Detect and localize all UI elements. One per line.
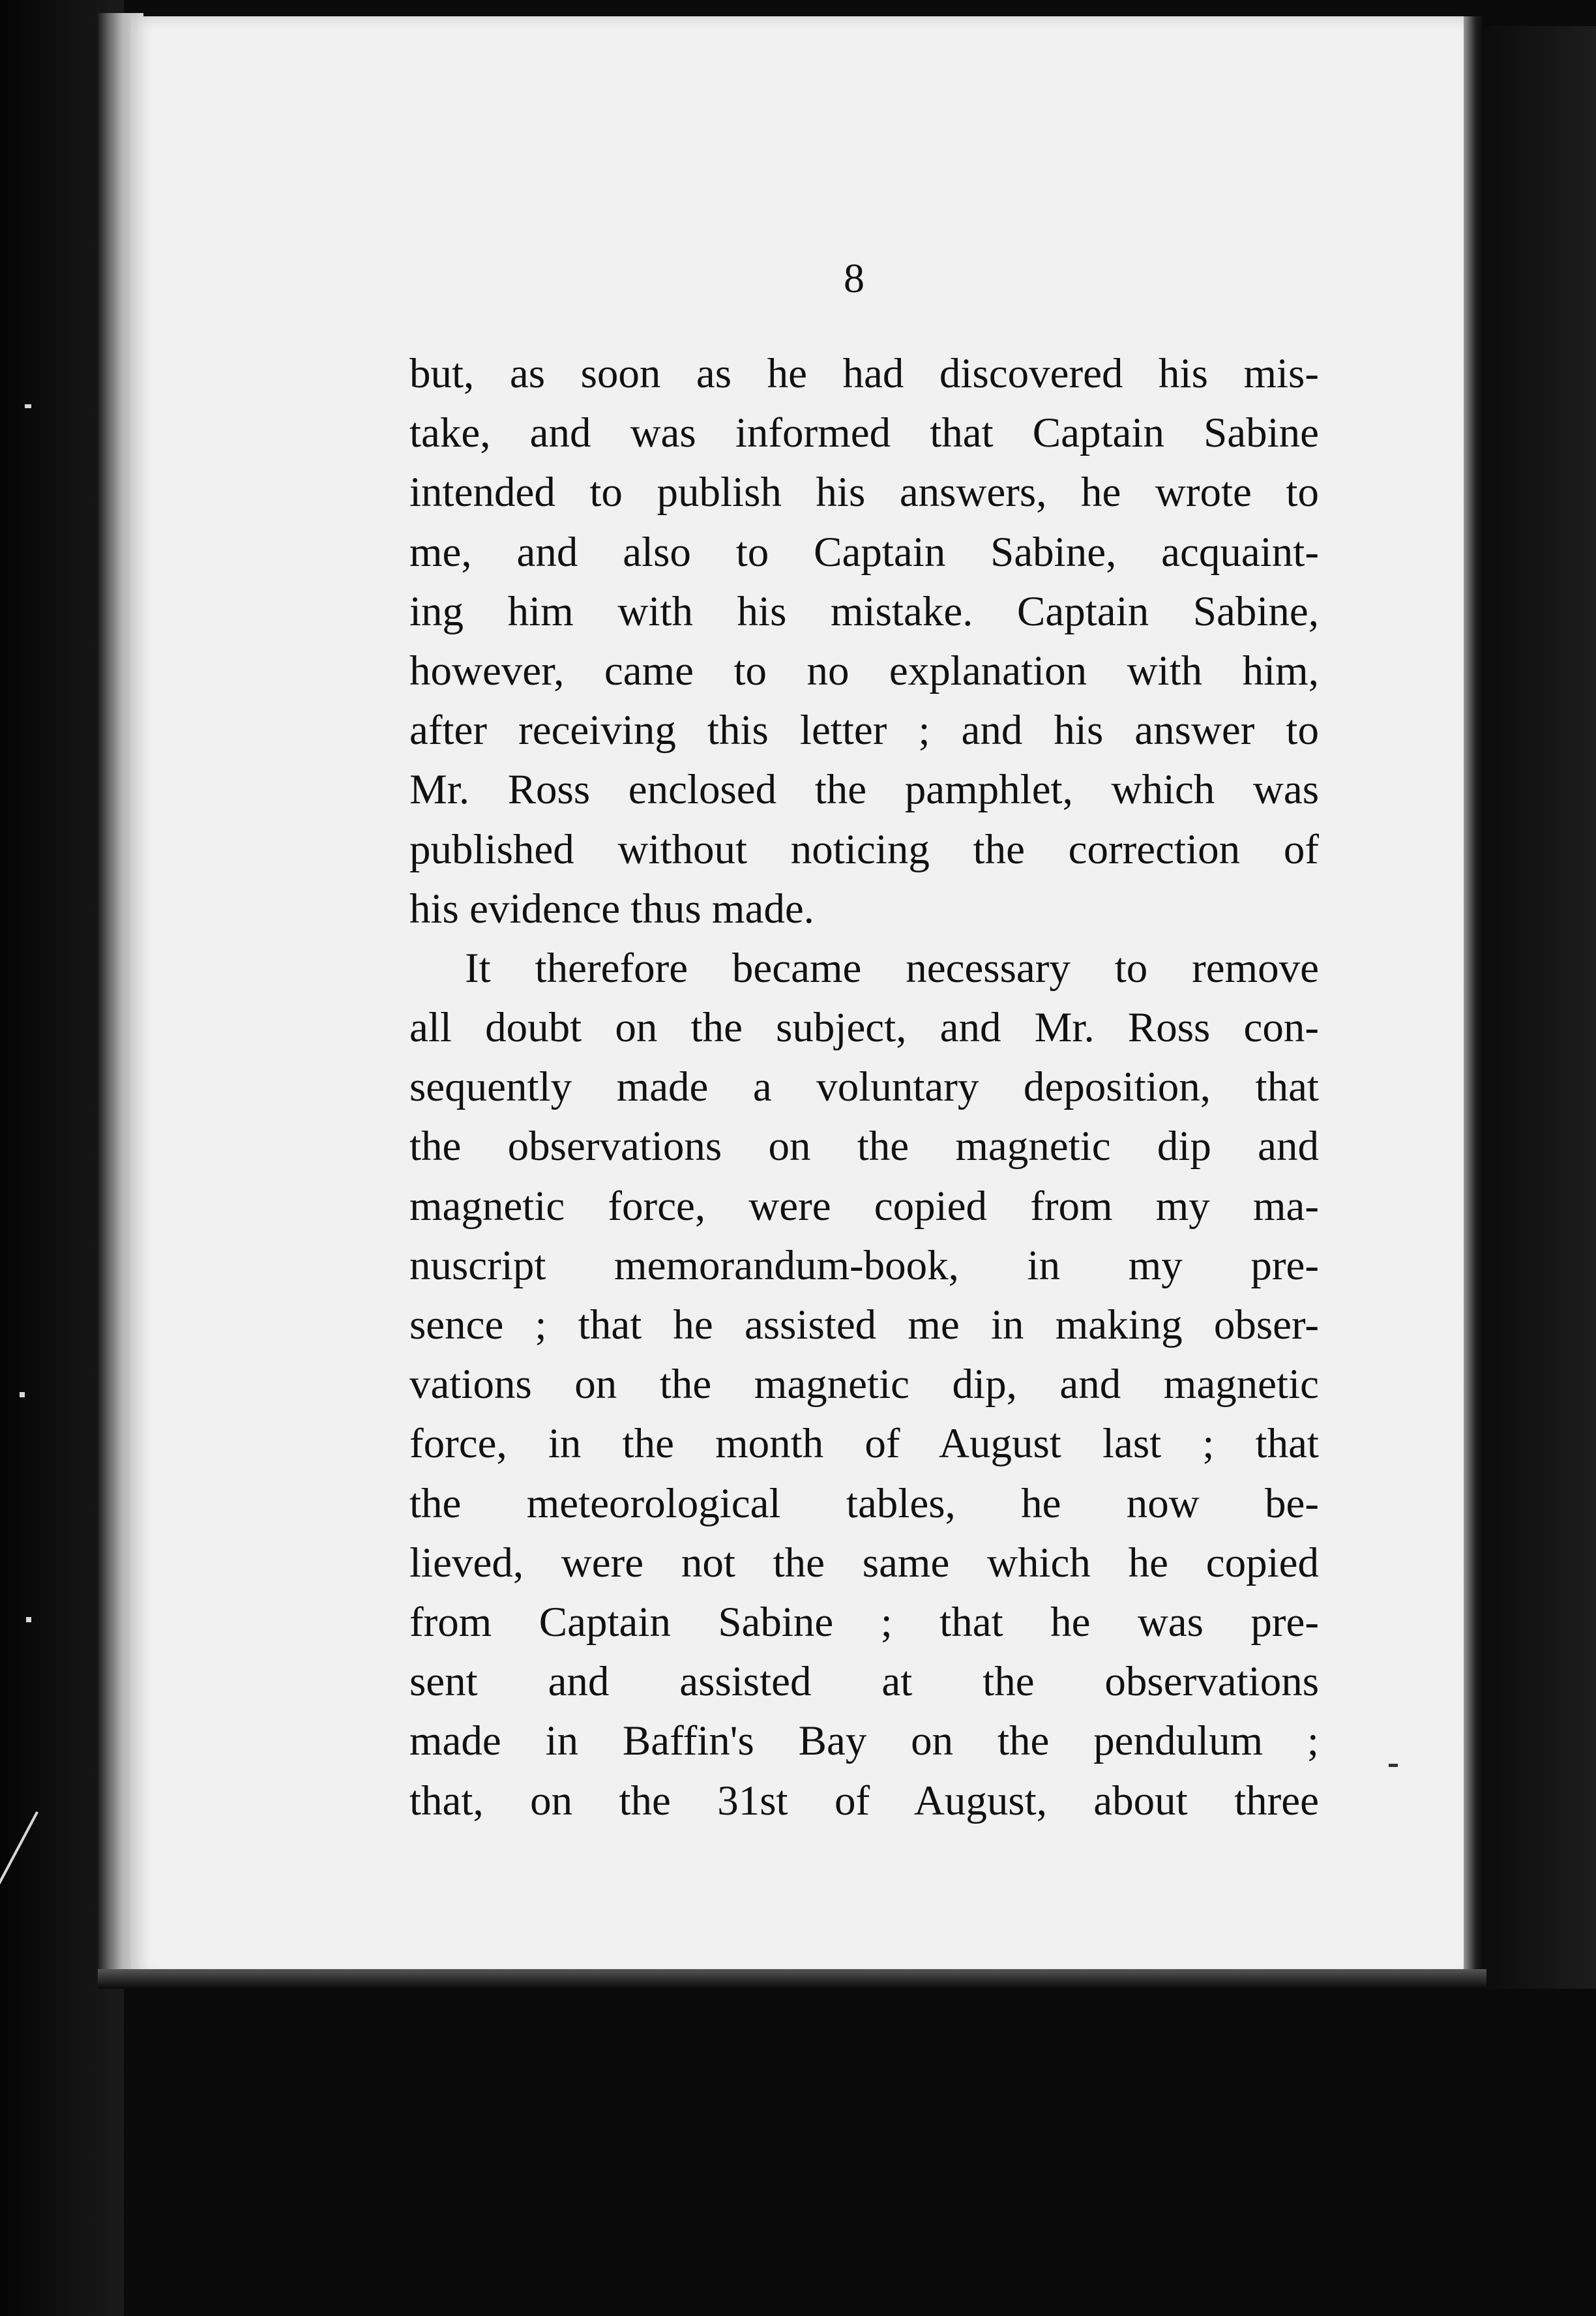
- text-line: Mr. Ross enclosed the pamphlet, which was: [409, 766, 1319, 814]
- text-line: intended to publish his answers, he wrote to: [409, 469, 1319, 516]
- text-line: made in Baffin's Bay on the pendulum ;: [409, 1717, 1319, 1765]
- text-line: the meteorological tables, he now be-: [409, 1479, 1319, 1527]
- paragraph-1: [409, 344, 1319, 939]
- text-line: however, came to no explanation with him,: [409, 647, 1319, 694]
- text-line: me, and also to Captain Sabine, acquaint-: [409, 528, 1319, 576]
- body-text: [409, 344, 1319, 1831]
- text-line: force, in the month of August last ; that: [409, 1420, 1319, 1468]
- text-line: that, on the 31st of August, about three: [409, 1777, 1319, 1824]
- scan-speck: [1389, 1764, 1398, 1767]
- text-line: sequently made a voluntary deposition, that: [409, 1063, 1319, 1111]
- text-line: sent and assisted at the observations: [409, 1658, 1319, 1706]
- scan-speck: [26, 1617, 31, 1622]
- text-line: his evidence thus made.: [409, 885, 814, 932]
- text-line: vations on the magnetic dip, and magnetic: [409, 1361, 1319, 1408]
- text-line: nuscript memorandum-book, in my pre-: [409, 1241, 1319, 1289]
- page-right-edge: [1464, 16, 1483, 1985]
- scan-speck: [25, 404, 31, 408]
- text-line: ing him with his mistake. Captain Sabine,: [409, 587, 1319, 635]
- text-line: after receiving this letter ; and his answer to: [409, 707, 1319, 754]
- text-line: but, as soon as he had discovered his mis-: [409, 350, 1319, 397]
- text-line: It therefore became necessary to remove: [465, 944, 1319, 992]
- text-line: published without noticing the correction of: [409, 825, 1319, 873]
- text-line: the observations on the magnetic dip and: [409, 1123, 1319, 1170]
- page-bottom-shadow: [98, 1969, 1486, 1989]
- paragraph-2: [409, 939, 1319, 1831]
- page-number: 8: [844, 255, 864, 301]
- text-line: magnetic force, were copied from my ma-: [409, 1182, 1319, 1230]
- text-line: all doubt on the subject, and Mr. Ross con-: [409, 1004, 1319, 1052]
- text-line: take, and was informed that Captain Sabine: [409, 409, 1319, 457]
- scan-speck: [20, 1392, 25, 1397]
- text-line: lieved, were not the same which he copied: [409, 1539, 1319, 1586]
- text-line: sence ; that he assisted me in making obser-: [409, 1301, 1319, 1348]
- text-line: from Captain Sabine ; that he was pre-: [409, 1598, 1319, 1646]
- next-page-dark-area: [1483, 26, 1596, 1989]
